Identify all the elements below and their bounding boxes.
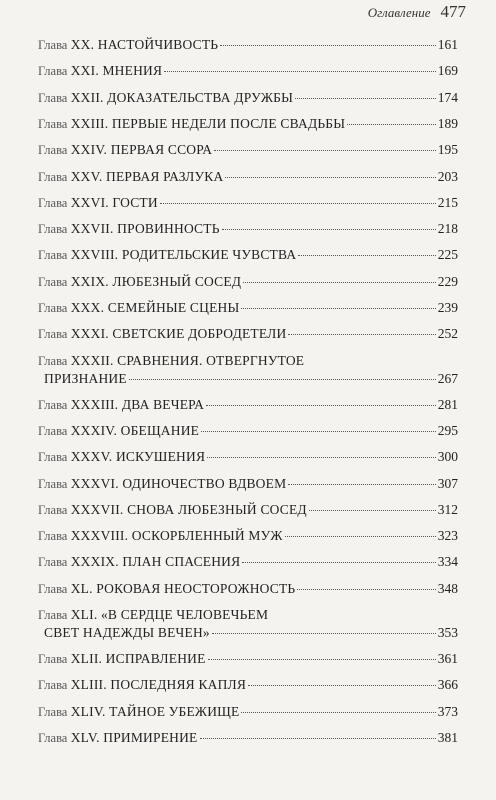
page-reference: 161 <box>437 37 458 52</box>
toc-entry <box>38 676 458 694</box>
chapter-word: Глава <box>38 301 68 315</box>
dot-leader <box>248 685 436 686</box>
chapter-word: Глава <box>38 476 68 491</box>
chapter-title: XX. НАСТОЙЧИВОСТЬ <box>70 37 219 52</box>
chapter-title-continued: СВЕТ НАДЕЖДЫ ВЕЧЕН» <box>44 625 210 640</box>
dot-leader <box>288 484 435 485</box>
toc-entry <box>38 194 458 212</box>
chapter-title: XXVIII. РОДИТЕЛЬСКИЕ ЧУВСТВА <box>70 247 297 263</box>
chapter-title: XXXVI. ОДИНОЧЕСТВО ВДВОЕМ <box>70 475 287 491</box>
dot-leader <box>309 510 436 511</box>
chapter-word: Глава <box>38 38 68 52</box>
toc-entry <box>38 475 458 493</box>
toc-entry <box>38 501 458 519</box>
toc-entry <box>38 422 458 440</box>
page-reference: 334 <box>437 554 458 570</box>
page-reference: 225 <box>437 247 458 263</box>
chapter-title: XXV. ПЕРВАЯ РАЗЛУКА <box>70 168 224 184</box>
dot-leader <box>207 457 436 458</box>
page-reference: 300 <box>437 449 458 465</box>
page-reference: 307 <box>437 475 458 491</box>
chapter-word: Глава <box>38 248 68 263</box>
dot-leader <box>201 431 436 432</box>
chapter-title: XXX. СЕМЕЙНЫЕ СЦЕНЫ <box>70 300 240 315</box>
chapter-title: XXVII. ПРОВИННОСТЬ <box>70 221 220 237</box>
toc-entry <box>38 141 458 159</box>
chapter-word: Глава <box>38 116 68 131</box>
page-reference: 203 <box>437 168 458 184</box>
page-reference: 215 <box>437 194 458 210</box>
chapter-title: XXXIV. ОБЕЩАНИЕ <box>70 422 200 438</box>
toc-entry <box>38 299 458 317</box>
chapter-title: XLI. «В СЕРДЦЕ ЧЕЛОВЕЧЬЕМ <box>70 607 269 622</box>
dot-leader <box>160 203 436 204</box>
page-reference: 189 <box>437 115 458 131</box>
dot-leader <box>298 255 435 256</box>
toc-entry <box>38 62 458 80</box>
chapter-title: XXXIII. ДВА ВЕЧЕРА <box>70 396 205 412</box>
chapter-word: Глава <box>38 704 68 719</box>
chapter-title: XXVI. ГОСТИ <box>70 194 158 210</box>
dot-leader <box>295 98 436 99</box>
page-reference: 174 <box>437 89 458 105</box>
chapter-title: XXXVII. СНОВА ЛЮБЕЗНЫЙ СОСЕД <box>70 501 307 517</box>
chapter-word: Глава <box>38 678 68 693</box>
dot-leader <box>220 45 436 46</box>
page-reference: 381 <box>437 729 458 745</box>
dot-leader <box>241 712 435 713</box>
page-reference: 252 <box>437 326 458 342</box>
chapter-word: Глава <box>38 608 68 622</box>
page-reference: 366 <box>437 677 458 693</box>
dot-leader <box>214 150 436 151</box>
dot-leader <box>129 379 436 380</box>
chapter-title: XLII. ИСПРАВЛЕНИЕ <box>70 651 206 666</box>
toc-entry <box>38 396 458 414</box>
chapter-word: Глава <box>38 529 68 544</box>
chapter-title-continued: ПРИЗНАНИЕ <box>44 370 127 386</box>
page-reference: 323 <box>437 528 458 544</box>
dot-leader <box>243 282 436 283</box>
dot-leader <box>222 229 436 230</box>
page-reference: 281 <box>437 396 458 412</box>
page-reference: 361 <box>437 651 458 666</box>
chapter-word: Глава <box>38 397 68 412</box>
chapter-word: Глава <box>38 222 68 237</box>
chapter-title: XXXVIII. ОСКОРБЛЕННЫЙ МУЖ <box>70 528 283 544</box>
page-reference: 348 <box>437 580 458 596</box>
chapter-word: Глава <box>38 450 68 465</box>
dot-leader <box>208 659 436 660</box>
chapter-word: Глава <box>38 423 68 438</box>
dot-leader <box>285 536 436 537</box>
running-head <box>368 2 466 22</box>
toc-entry <box>38 703 458 721</box>
chapter-word: Глава <box>38 64 68 79</box>
chapter-title: XLIII. ПОСЛЕДНЯЯ КАПЛЯ <box>70 677 247 693</box>
toc-entry <box>38 36 458 54</box>
chapter-word: Глава <box>38 327 68 342</box>
toc-entry <box>38 246 458 264</box>
toc-entry <box>38 325 458 343</box>
toc-entry <box>38 352 458 387</box>
chapter-word: Глава <box>38 555 68 570</box>
toc-entry <box>38 729 458 747</box>
chapter-word: Глава <box>38 90 68 105</box>
chapter-word: Глава <box>38 652 68 666</box>
dot-leader <box>347 124 436 125</box>
chapter-title: XXIV. ПЕРВАЯ ССОРА <box>70 142 213 158</box>
page-reference: 169 <box>437 63 458 79</box>
toc-entry <box>38 168 458 186</box>
toc-entry <box>38 527 458 545</box>
toc-entry <box>38 89 458 107</box>
dot-leader <box>242 562 435 563</box>
toc-entry <box>38 448 458 466</box>
chapter-word: Глава <box>38 274 68 289</box>
chapter-title: XLV. ПРИМИРЕНИЕ <box>70 729 198 745</box>
chapter-word: Глава <box>38 502 68 517</box>
chapter-word: Глава <box>38 143 68 158</box>
page-reference: 267 <box>437 370 458 386</box>
chapter-title: XXII. ДОКАЗАТЕЛЬСТВА ДРУЖБЫ <box>70 89 294 105</box>
page-reference: 373 <box>437 703 458 719</box>
chapter-title: XL. РОКОВАЯ НЕОСТОРОЖНОСТЬ <box>70 580 296 596</box>
page-reference: 218 <box>437 221 458 237</box>
chapter-word: Глава <box>38 195 68 210</box>
chapter-word: Глава <box>38 169 68 184</box>
chapter-word: Глава <box>38 353 68 368</box>
toc-entry <box>38 273 458 291</box>
dot-leader <box>200 738 436 739</box>
toc-entry <box>38 553 458 571</box>
toc-entry <box>38 580 458 598</box>
page-reference: 312 <box>437 501 458 517</box>
page-reference: 239 <box>437 300 458 315</box>
chapter-word: Глава <box>38 730 68 745</box>
chapter-title: XXXI. СВЕТСКИЕ ДОБРОДЕТЕЛИ <box>70 326 287 342</box>
dot-leader <box>288 334 435 335</box>
dot-leader <box>206 405 436 406</box>
chapter-title: XXIII. ПЕРВЫЕ НЕДЕЛИ ПОСЛЕ СВАДЬБЫ <box>70 115 346 131</box>
dot-leader <box>297 589 435 590</box>
chapter-title: XXI. МНЕНИЯ <box>70 63 163 79</box>
dot-leader <box>225 177 435 178</box>
page-reference: 353 <box>437 625 458 640</box>
chapter-title: XXXV. ИСКУШЕНИЯ <box>70 449 206 465</box>
page-reference: 295 <box>437 422 458 438</box>
toc-entry <box>38 220 458 238</box>
dot-leader <box>164 71 436 72</box>
chapter-title: XLIV. ТАЙНОЕ УБЕЖИЩЕ <box>70 703 240 719</box>
page-reference: 195 <box>437 142 458 158</box>
chapter-word: Глава <box>38 581 68 596</box>
chapter-title: XXXIX. ПЛАН СПАСЕНИЯ <box>70 554 241 570</box>
chapter-title: XXXII. СРАВНЕНИЯ. ОТВЕРГНУТОЕ <box>70 352 305 368</box>
toc-entry <box>38 650 458 668</box>
dot-leader <box>212 633 436 634</box>
page-reference: 229 <box>437 273 458 289</box>
dot-leader <box>241 308 435 309</box>
page-number: 477 <box>440 2 466 21</box>
running-title: Оглавление <box>367 5 431 20</box>
toc-entry <box>38 115 458 133</box>
chapter-title: XXIX. ЛЮБЕЗНЫЙ СОСЕД <box>70 273 242 289</box>
toc-entry <box>38 606 458 641</box>
